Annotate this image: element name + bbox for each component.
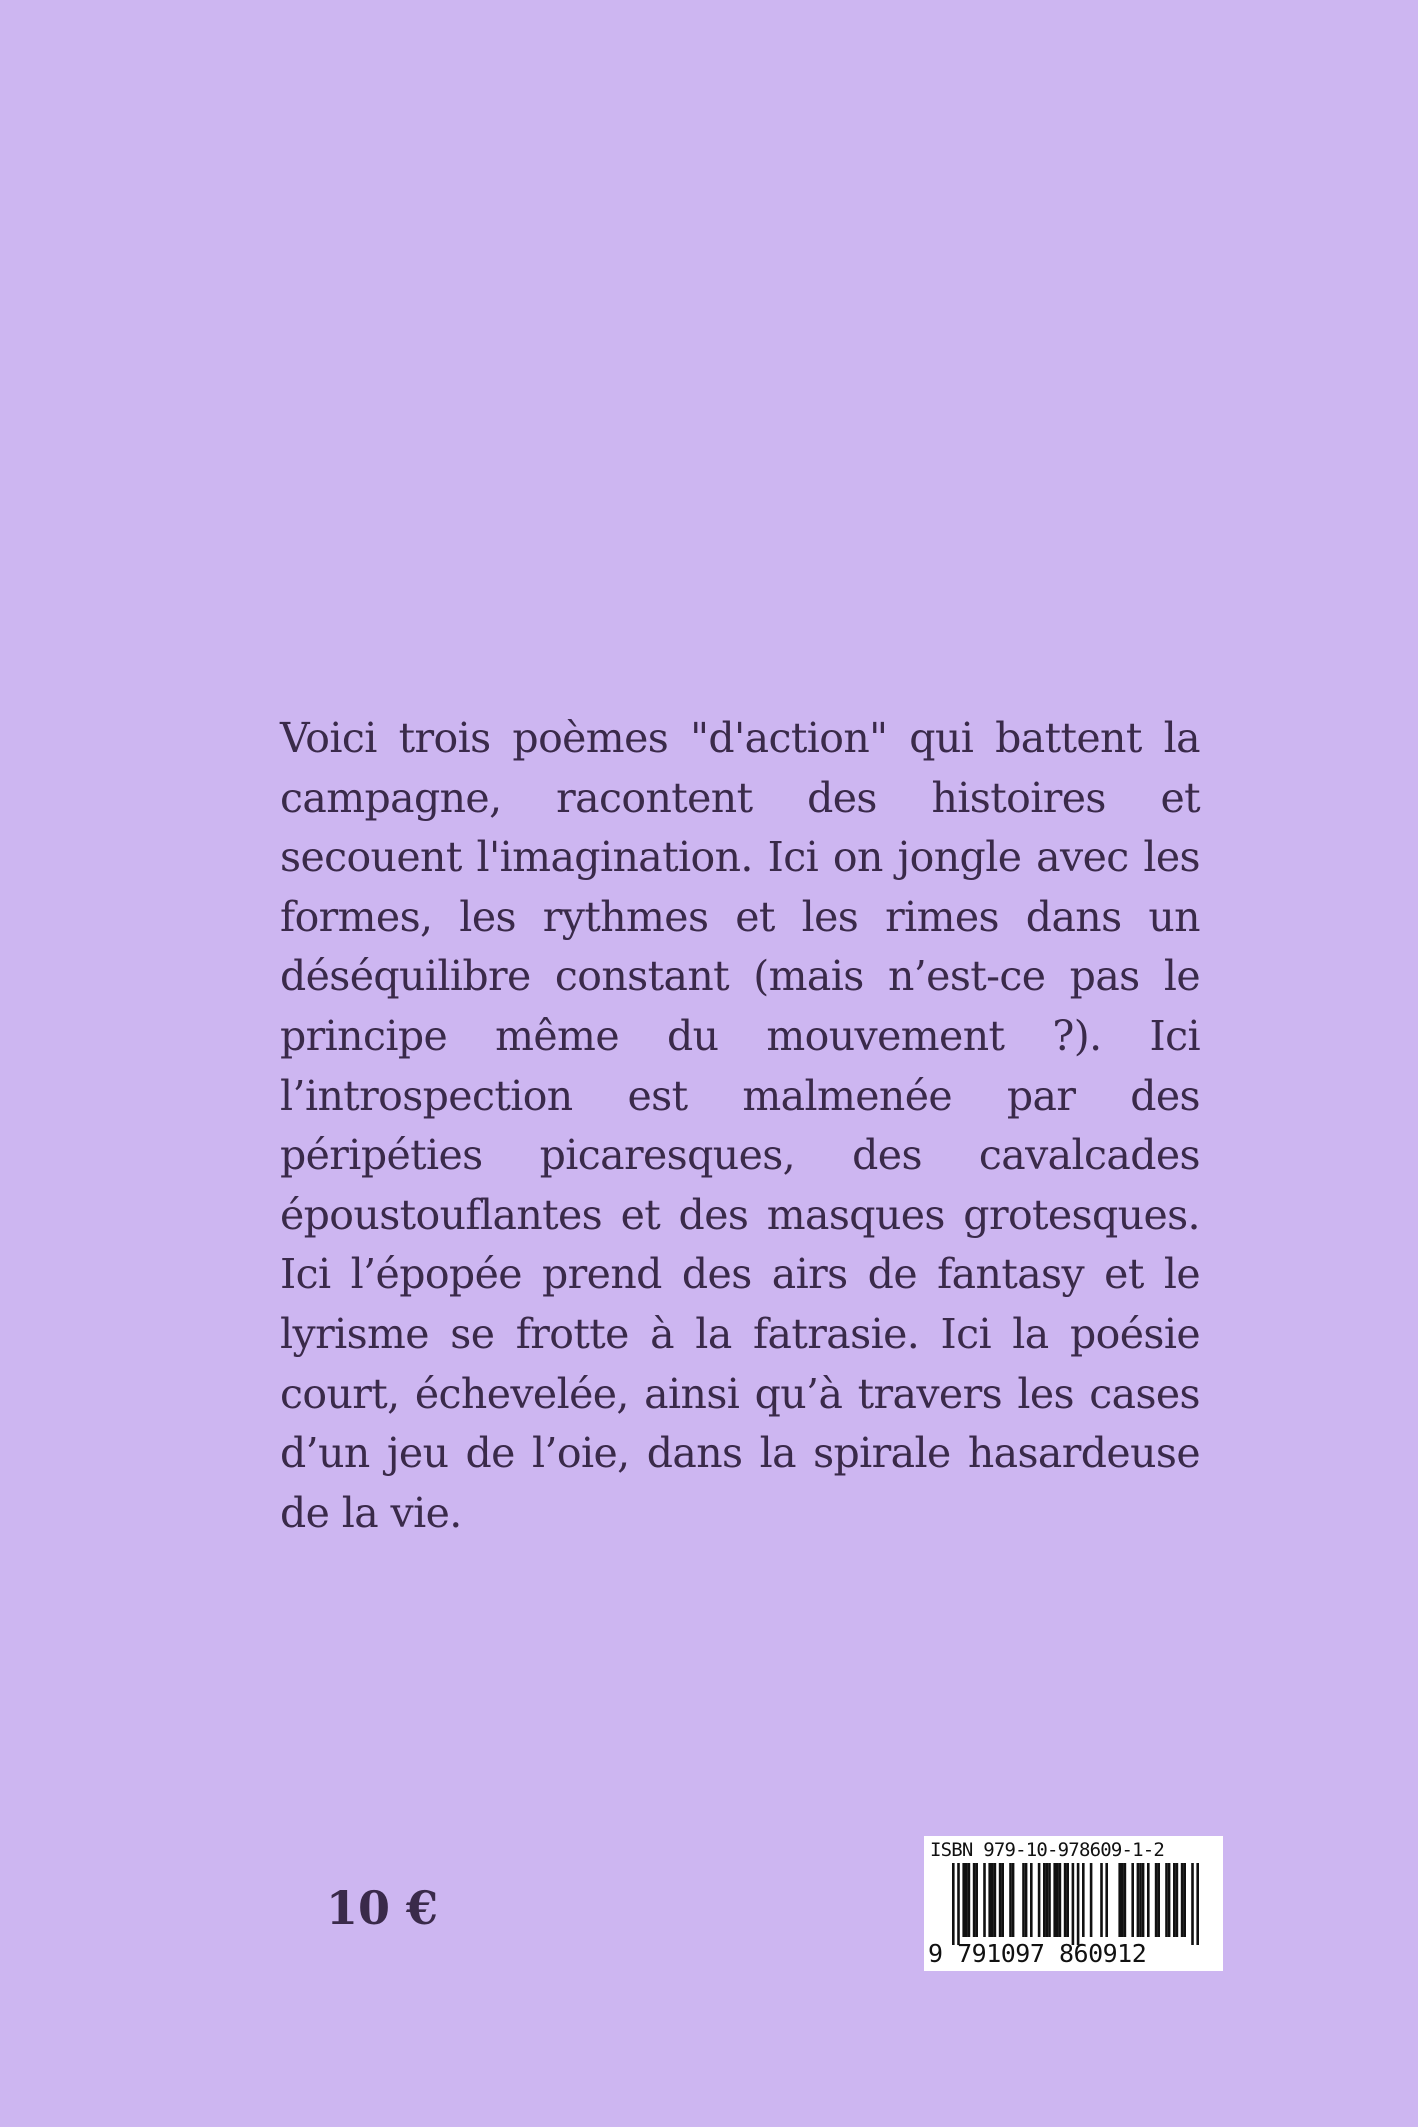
isbn-label: ISBN 979-10-978609-1-2 xyxy=(930,1839,1165,1861)
barcode-bar xyxy=(1043,1863,1046,1937)
barcode-bar xyxy=(1053,1863,1056,1937)
barcode-bar xyxy=(1012,1863,1015,1937)
price-label: 10 € xyxy=(326,1881,439,1935)
barcode-bar xyxy=(1090,1863,1093,1937)
barcode-bar xyxy=(1022,1863,1025,1937)
barcode-bar xyxy=(968,1863,971,1937)
barcode-bar xyxy=(957,1863,960,1945)
barcode-bar xyxy=(1157,1863,1160,1937)
barcode-bar xyxy=(1009,1863,1012,1937)
barcode-bar xyxy=(973,1863,976,1937)
barcode-bar xyxy=(1124,1863,1127,1937)
barcode-bar xyxy=(1139,1863,1142,1937)
barcode-bar xyxy=(1176,1863,1179,1937)
barcode-bar xyxy=(1131,1863,1134,1937)
barcode-bar xyxy=(1059,1863,1062,1937)
barcode-bar xyxy=(1056,1863,1059,1937)
barcode-bar xyxy=(1072,1863,1075,1945)
barcode-bar xyxy=(1142,1863,1145,1937)
barcode-bar xyxy=(999,1863,1002,1937)
barcode-bar xyxy=(975,1863,978,1937)
barcode-bar xyxy=(962,1863,965,1937)
barcode-bar xyxy=(1048,1863,1051,1937)
barcode-bar xyxy=(988,1863,991,1937)
barcode-bar xyxy=(1046,1863,1049,1937)
barcode-bar xyxy=(1001,1863,1004,1937)
barcode-bar xyxy=(1082,1863,1085,1937)
barcode-bar xyxy=(1168,1863,1171,1937)
barcode-bar xyxy=(1077,1863,1080,1945)
barcode-bar xyxy=(1118,1863,1121,1937)
barcode-bar xyxy=(1030,1863,1033,1937)
barcode-bar xyxy=(965,1863,968,1937)
ean-digits: 9 791097 860912 xyxy=(928,1939,1147,1968)
barcode-bar xyxy=(1155,1863,1158,1937)
barcode-bar xyxy=(994,1863,997,1937)
barcode-bar xyxy=(983,1863,986,1937)
barcode-bar xyxy=(1183,1863,1186,1937)
barcode-bar xyxy=(1066,1863,1069,1937)
barcode-bar xyxy=(1038,1863,1041,1937)
barcode-bar xyxy=(1196,1863,1199,1945)
barcode-bar xyxy=(952,1863,955,1945)
barcode-bar xyxy=(1100,1863,1103,1937)
barcode-bar xyxy=(1191,1863,1194,1945)
blurb-text: Voici trois poèmes "d'action" qui battent la campagne, racontent des histoires et secouent l'imagination. Ici on jongle avec les formes, les rythmes et les rimes dans un déséquilibre constant (mais n’est-ce pas le principe même du mouvement ?). Ici l’introspection est malmenée par des péripéties picaresques, des cavalcades époustouflantes et des masques grotesques. Ici l’épopée prend des airs de fantasy et le lyrisme se frotte à la fatrasie. Ici la poésie court, échevelée, ainsi qu’à travers les cases d’un jeu de l’oie, dans la spirale hasardeuse de la vie. xyxy=(280,714,1200,1537)
barcode-bar xyxy=(1105,1863,1108,1937)
barcode-bar xyxy=(1121,1863,1124,1937)
barcode-bar xyxy=(1137,1863,1140,1937)
isbn-barcode xyxy=(924,1836,1223,1971)
barcode-bar xyxy=(1147,1863,1150,1937)
barcode-bar xyxy=(1025,1863,1028,1937)
barcode-bar xyxy=(1165,1863,1168,1937)
barcode-bar xyxy=(1173,1863,1176,1937)
barcode-bar xyxy=(991,1863,994,1937)
barcode-bar xyxy=(1064,1863,1067,1937)
barcode-bar xyxy=(1181,1863,1184,1937)
